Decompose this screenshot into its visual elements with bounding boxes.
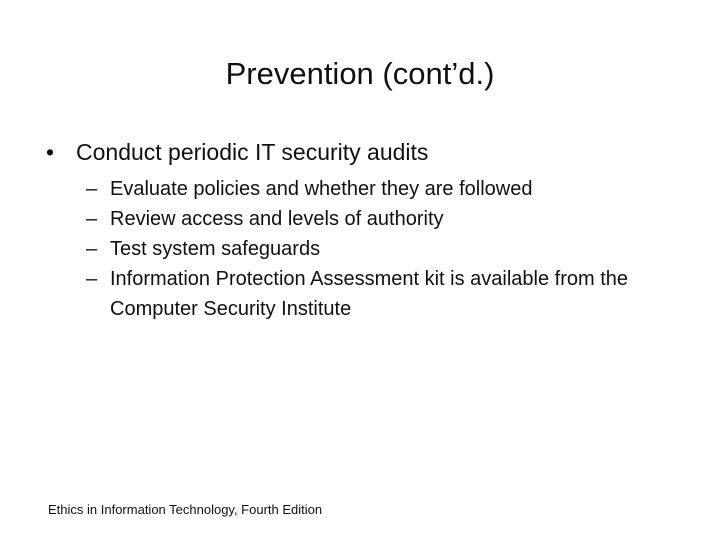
- sub-bullet-item: [86, 204, 686, 234]
- dash-marker: –: [86, 208, 98, 230]
- bullet-marker: •: [46, 139, 55, 165]
- dash-marker: –: [86, 268, 98, 290]
- sub-bullet-text: Information Protection Assessment kit is available from the Computer Security Institute: [110, 268, 629, 320]
- sub-bullet-list: [86, 174, 686, 324]
- sub-bullet-item: [86, 264, 686, 324]
- sub-bullet-item: [86, 234, 686, 264]
- slide-footer: Ethics in Information Technology, Fourth Edition: [48, 502, 323, 517]
- dash-marker: –: [86, 238, 98, 260]
- sub-bullet-text: Review access and levels of authority: [110, 208, 444, 230]
- sub-bullet-item: [86, 174, 686, 204]
- bullet-item: [46, 136, 428, 168]
- slide-title: Prevention (cont’d.): [225, 56, 495, 91]
- bullet-text: Conduct periodic IT security audits: [76, 139, 429, 165]
- sub-bullet-text: Test system safeguards: [110, 238, 321, 260]
- sub-bullet-text: Evaluate policies and whether they are followed: [110, 178, 533, 200]
- dash-marker: –: [86, 178, 98, 200]
